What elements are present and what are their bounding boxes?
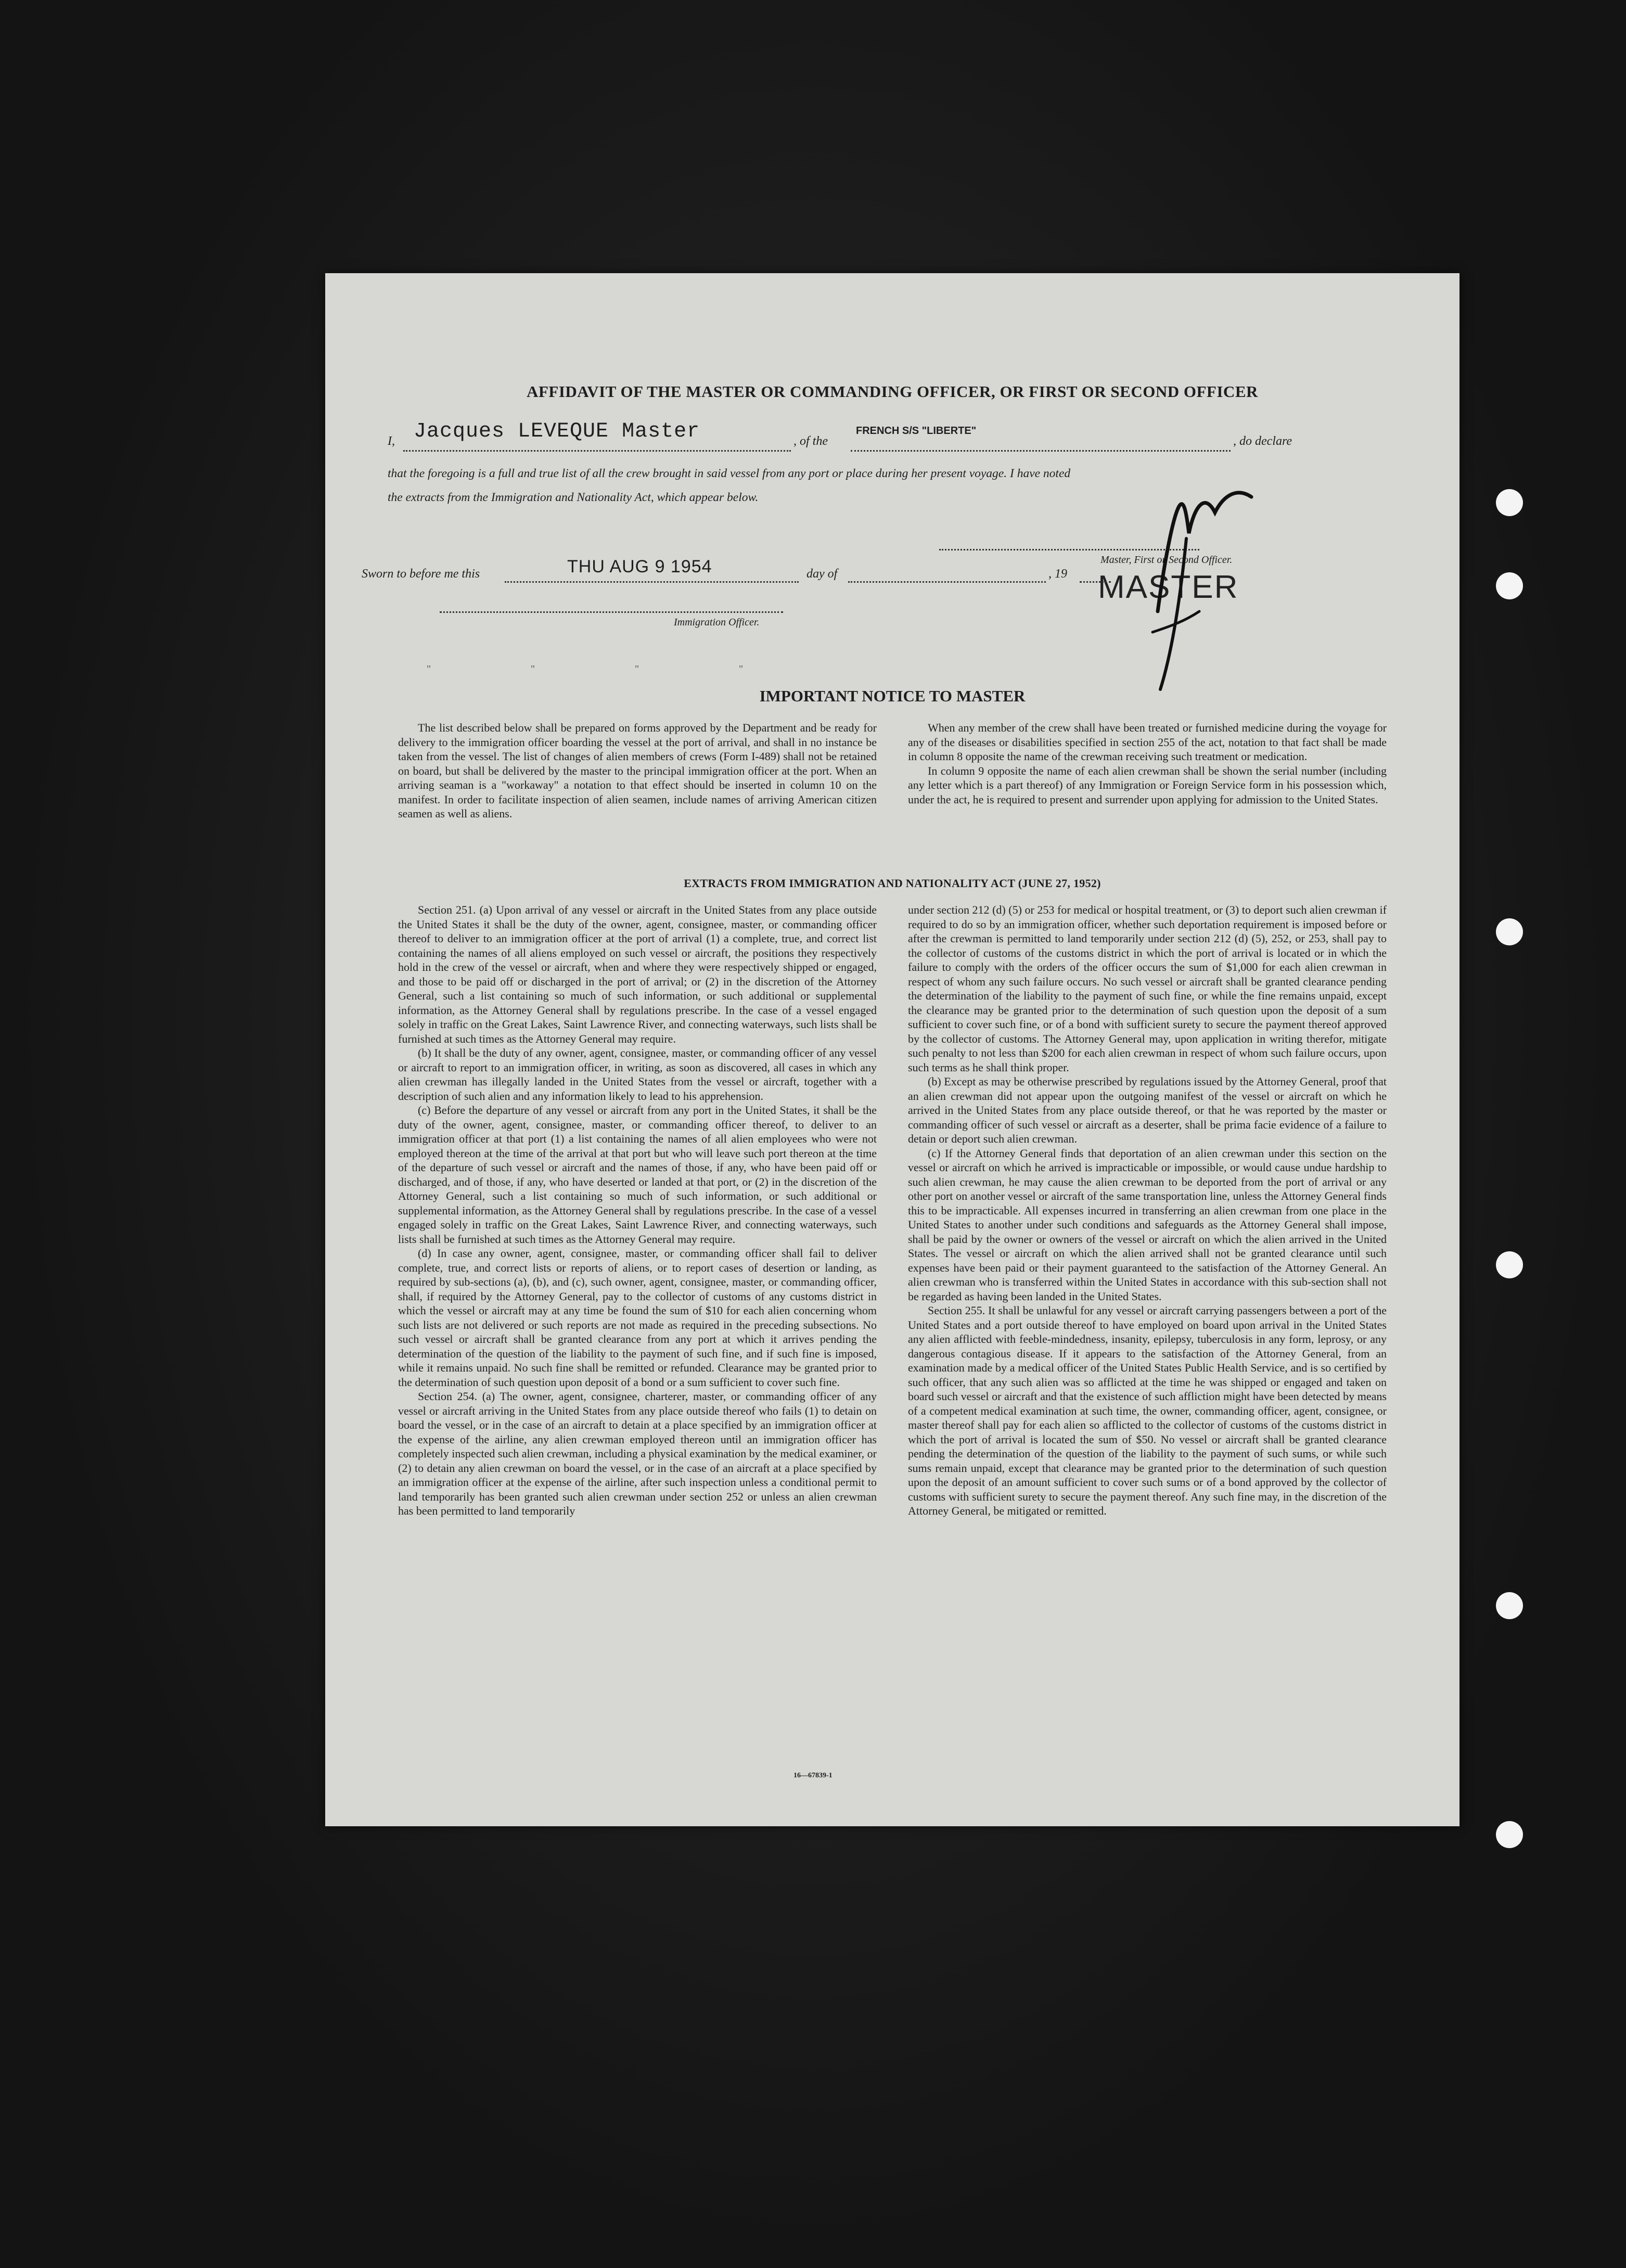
vessel-name: FRENCH S/S "LIBERTE" xyxy=(856,425,977,437)
notice-left-text: The list described below shall be prepared on forms approved by the Department and be ready for delivery to the immigration officer boarding the vessel at the port of arrival, and shall in no instance be taken from the vessel. The list of changes of alien members of crews (Form I-489) shall not be retained on board, but shall be delivered by the master to the principal immigration officer at the port. When an arriving seaman is a "workaway" a notation to that effect should be inserted in column 10 on the manifest. In order to facilitate inspection of alien seamen, include names of arriving American citizen seamen as well as aliens. xyxy=(398,721,877,820)
officer-caption: Immigration Officer. xyxy=(674,617,760,628)
extracts-title: EXTRACTS FROM IMMIGRATION AND NATIONALITY ACT (JUNE 27, 1952) xyxy=(684,877,1101,890)
punch-hole xyxy=(1496,918,1523,945)
of-the-label: , of the xyxy=(793,434,828,448)
section-251-c: (c) Before the departure of any vessel or aircraft from any port in the United States, it shall be the duty of the owner, agent, consignee, master, or commanding officer thereof, to deliver to an immigration officer at that port (1) a list containing the names of all alien employees who were not employed thereon at the time of the arrival at that port but who will leave such port thereon at the time of the departure of such vessel or aircraft and the names of those, if any, who have been paid off or discharged, and of those, if any, who have deserted or landed at that port, or (2) in the discretion of the Attorney General, such a list containing so much of such information, or such additional or supplemental information, as the Attorney General shall by regulations prescribe. In the case of a vessel engaged solely in traffic on the Great Lakes, Saint Lawrence River, and connecting waterways, such lists shall be furnished at such times as the Attorney General may require. xyxy=(398,1104,877,1246)
bleed-through-mark: " xyxy=(531,663,535,675)
notice-title: IMPORTANT NOTICE TO MASTER xyxy=(759,687,1026,705)
notice-right-column xyxy=(908,721,1387,806)
section-251-b: (b) It shall be the duty of any owner, agent, consignee, master, or commanding officer of any vessel or aircraft to report to an immigration officer, in writing, as soon as discovered, all cases in which any alien crewman has illegally landed in the United States from the vessel or aircraft, together with a description of such alien and any information likely to lead to his apprehension. xyxy=(398,1046,877,1103)
extracts-right-column xyxy=(908,903,1387,1518)
notice-right-paragraph-1: When any member of the crew shall have been treated or furnished medicine during the voyage for any of the diseases or disabilities specified in section 255 of the act, notation to that fact shall be made in column 8 opposite the name of the crewman receiving such treatment or medication. xyxy=(908,721,1387,763)
officer-signature-line xyxy=(440,611,783,613)
i-label: I, xyxy=(388,434,395,448)
master-signature-icon xyxy=(1137,476,1272,695)
punch-hole xyxy=(1496,1251,1523,1278)
punch-hole xyxy=(1496,489,1523,516)
bleed-through-mark: " xyxy=(739,663,744,675)
do-declare-label: , do declare xyxy=(1233,434,1292,448)
section-255: Section 255. It shall be unlawful for any vessel or aircraft carrying passengers between a port of the United States and a port outside thereof to have employed on board upon arrival in the United States any alien afflicted with feeble-mindedness, insanity, epilepsy, tuberculosis in any form, leprosy, or any dangerous contagious disease. If it appears to the satisfaction of the Attorney General, from an examination made by a medical officer of the United States Public Health Service, and is so certified by such officer, that any such alien was so afflicted at the time he was shipped or engaged and taken on board such vessel or aircraft and that the existence of such affliction might have been detected by means of a competent medical examination at such time, the owner, commanding officer, agent, consignee, or master thereof shall pay for each alien so afflicted to the collector of customs of the customs district in which the port of arrival is located the sum of $50. No vessel or aircraft shall be granted clearance pending the determination of the question of the liability to the payment of such sums, or while such sums remain unpaid, except that clearance may be granted prior to the determination of such question upon the deposit of an amount sufficient to cover such sums or of a bond approved by the collector of customs with sufficient surety to secure the payment thereof. Any such fine may, in the discretion of the Attorney General, be mitigated or remitted. xyxy=(908,1304,1387,1517)
section-251-a: Section 251. (a) Upon arrival of any vessel or aircraft in the United States from any place outside the United States it shall be the duty of the owner, agent, consignee, master, or commanding officer thereof to deliver to an immigration officer at the port of arrival (1) a complete, true, and correct list containing the names of all aliens employed on such vessel or aircraft, the positions they respectively hold in the crew of the vessel or aircraft, when and where they were respectively shipped or engaged, and those to be paid off or discharged in the port of arrival; or (2) in the discretion of the Attorney General, such a list containing so much of such information, or such additional or supplemental information, as the Attorney General shall by regulations prescribe. In the case of a vessel engaged solely in traffic on the Great Lakes, Saint Lawrence River, and connecting waterways, such lists shall be furnished at such times as the Attorney General may require. xyxy=(398,903,877,1045)
name-line xyxy=(403,450,791,452)
year-line xyxy=(1080,581,1111,583)
section-254-a-continued: under section 212 (d) (5) or 253 for medical or hospital treatment, or (3) to deport such alien crewman if required to do so by an immigration officer, whether such deportation requirement is imposed before or after the crewman is permitted to land temporarily under section 212 (d) (5), 252, or 253, shall pay to the collector of customs of the customs district in which the port of arrival is located or in which the failure to comply with the orders of the officer occurs the sum of $1,000 for each alien crewman in respect of whom any such failure occurs. No such vessel or aircraft shall be granted clearance pending the determination of the liability to the payment of such fine, or while the fine remains unpaid, except the clearance may be granted prior to the determination of such question upon the deposit of a sum sufficient to cover such fine, or of a bond with sufficient surety to secure the payment thereof approved by the collector of customs. The Attorney General may, upon application in writing therefor, mitigate such penalty to not less than $200 for each alien crewman in respect of whom such failure occurs, upon such terms as he shall think proper. xyxy=(908,903,1387,1074)
affidavit-page xyxy=(325,273,1459,1826)
section-254-a: Section 254. (a) The owner, agent, consignee, charterer, master, or commanding officer of any vessel or aircraft arriving in the United States from any place outside thereof who fails (1) to detain on board the vessel, or in the case of an aircraft to detain at a place specified by an immigration officer at the expense of the airline, any alien crewman employed thereon until an immigration officer has completely inspected such alien crewman, including a physical examination by the medical examiner, or (2) to detain any alien crewman on board the vessel, or in the case of an aircraft at a place specified by an immigration officer at the expense of the airline, after such inspection unless a conditional permit to land temporarily has been granted such alien crewman under section 252 or unless an alien crewman has been permitted to land temporarily xyxy=(398,1390,877,1517)
bleed-through-mark: " xyxy=(635,663,639,675)
master-name: Jacques LEVEQUE Master xyxy=(414,420,700,443)
section-251-d: (d) In case any owner, agent, consignee, master, or commanding officer shall fail to deliver complete, true, and correct lists or reports of aliens, or to report cases of desertion or landing, as required by sub-sections (a), (b), and (c), such owner, agent, consignee, master, or commanding officer, shall, if required by the Attorney General, pay to the collector of customs of any customs district in which the vessel or aircraft may at any time be found the sum of $10 for each alien concerning whom such lists are not delivered or such reports are not made as required in the preceding subsections. No such vessel or aircraft shall be granted clearance from any port at which it arrives pending the determination of the question of the liability to the payment of such fine, and if such fine is imposed, while it remains unpaid. No such fine shall be remitted or refunded. Clearance may be granted prior to the determination of such question upon deposit of a bond or a sum sufficient to cover such fine. xyxy=(398,1247,877,1389)
year-label: , 19 xyxy=(1048,567,1067,581)
notice-right-paragraph-2: In column 9 opposite the name of each alien crewman shall be shown the serial number (including any letter which is a part thereof) of any Immigration or Foreign Service form in his possession which, under the act, he is required to present and surrender upon applying for admission to the United States. xyxy=(908,764,1387,806)
sworn-label: Sworn to before me this xyxy=(362,567,480,581)
day-of-label: day of xyxy=(806,567,838,581)
month-line xyxy=(848,581,1046,583)
punch-hole xyxy=(1496,572,1523,599)
master-caption: Master, First or Second Officer. xyxy=(1100,554,1233,566)
vessel-line xyxy=(851,450,1231,452)
punch-hole xyxy=(1496,1821,1523,1848)
extracts-left-column xyxy=(398,903,877,1518)
master-stamp: MASTER xyxy=(1098,569,1239,605)
sworn-date-stamp: THU AUG 9 1954 xyxy=(567,557,712,576)
section-254-b: (b) Except as may be otherwise prescribed by regulations issued by the Attorney General, proof that an alien crewman did not appear upon the outgoing manifest of the vessel or aircraft on which he arrived in the United States from any place outside thereof, or that he was reported by the master or commanding officer of such vessel or aircraft as a deserter, shall be prima facie evidence of a failure to detain or deport such alien crewman. xyxy=(908,1075,1387,1145)
declaration-line-1: that the foregoing is a full and true list of all the crew brought in said vessel from any port or place during her present voyage. I have noted xyxy=(388,467,1071,480)
section-254-c: (c) If the Attorney General finds that deportation of an alien crewman under this section on the vessel or aircraft on which he arrived is impracticable or impossible, or would cause undue hardship to such alien crewman, he may cause the alien crewman to be deported from the port of arrival or any other port on another vessel or aircraft of the same transportation line, unless the Attorney General finds this to be impracticable. All expenses incurred in transferring an alien crewman from one place in the United States to another under such conditions and safeguards as the Attorney General shall impose, shall be paid by the owner or owners of the vessel or aircraft on which the alien arrived in the United States. The vessel or aircraft on which the alien arrived shall not be granted clearance until such expenses have been paid or their payment guaranteed to the satisfaction of the Attorney General. An alien crewman who is transferred within the United States in accordance with this sub-section shall not be regarded as having been landed in the United States. xyxy=(908,1146,1387,1303)
form-number: 16—67839-1 xyxy=(793,1772,833,1779)
affidavit-title: AFFIDAVIT OF THE MASTER OR COMMANDING OFFICER, OR FIRST OR SECOND OFFICER xyxy=(527,382,1258,401)
punch-hole xyxy=(1496,1592,1523,1619)
bleed-through-mark: " xyxy=(427,663,431,675)
declaration-line-2: the extracts from the Immigration and Nationality Act, which appear below. xyxy=(388,491,759,504)
notice-left-column xyxy=(398,721,877,821)
sworn-date-line xyxy=(505,581,799,583)
